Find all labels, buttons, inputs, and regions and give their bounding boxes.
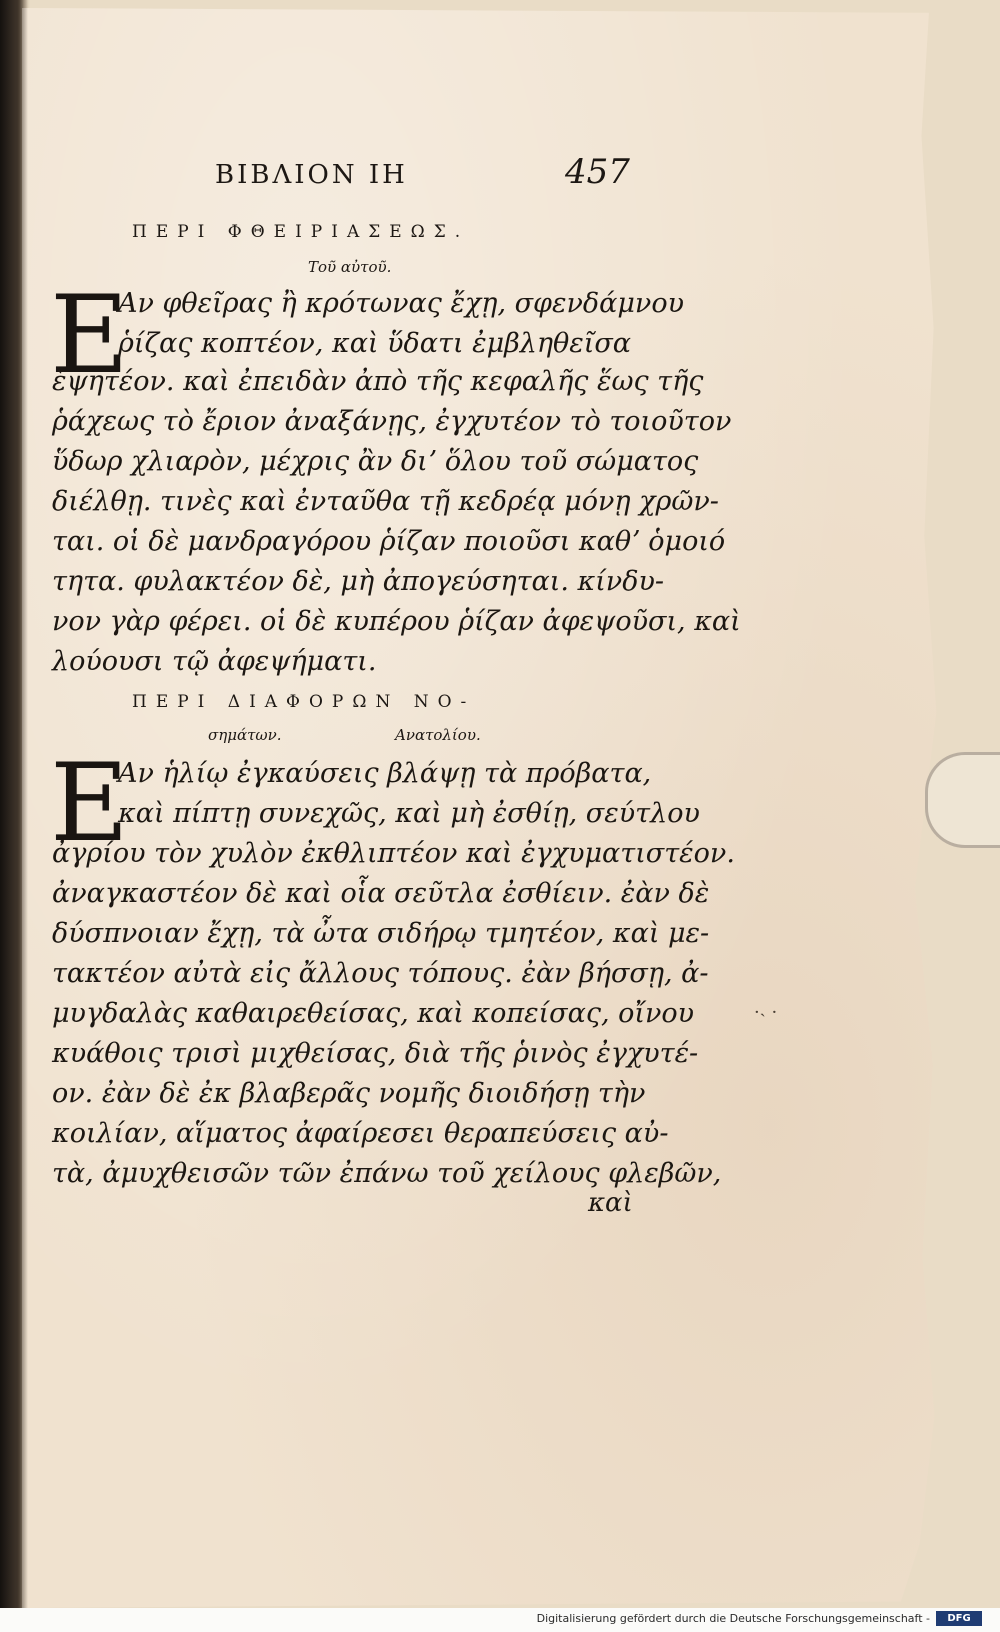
text-line: ἀναγκαστέον δὲ καὶ οἷα σεῦτλα ἐσθίειν. ἐὰν δὲ — [52, 878, 710, 909]
section-heading-1: ΠΕΡΙ ΦΘΕΙΡΙΑΣΕΩΣ. — [132, 222, 470, 242]
drop-capital-2: Ε — [50, 741, 129, 866]
section-heading-2-cont: σημάτων. — [208, 726, 282, 744]
text-line: Αν φθεῖρας ἢ κρότωνας ἔχῃ, σφενδάμνου — [118, 288, 684, 319]
dfg-logo: DFG — [936, 1611, 982, 1626]
binding-shadow — [0, 0, 28, 1608]
page-clip-mark — [925, 752, 1000, 848]
text-line: δύσπνοιαν ἔχῃ, τὰ ὦτα σιδήρῳ τμητέον, καὶ με- — [52, 918, 710, 949]
digitization-credit: Digitalisierung gefördert durch die Deutsche Forschungsgemeinschaft - — [536, 1612, 930, 1625]
running-head: ΒΙΒΛΙΟΝ ΙΗ — [215, 160, 408, 190]
text-line: νον γὰρ φέρει. οἱ δὲ κυπέρου ῥίζαν ἀφεψοῦσι, καὶ — [52, 606, 741, 637]
text-line: Αν ἡλίῳ ἐγκαύσεις βλάψῃ τὰ πρόβατα, — [118, 758, 652, 789]
text-line: ῥάχεως τὸ ἔριον ἀναξάνῃς, ἐγχυτέον τὸ τοιοῦτον — [52, 406, 732, 437]
section-attribution-1: Τοῦ αὐτοῦ. — [308, 258, 392, 276]
text-line: ον. ἐὰν δὲ ἐκ βλαβερᾶς νομῆς διοιδήσῃ τὴν — [52, 1078, 646, 1109]
text-line: τητα. φυλακτέον δὲ, μὴ ἀπογεύσηται. κίνδυ- — [52, 566, 665, 597]
text-line: ἀγρίου τὸν χυλὸν ἐκθλιπτέον καὶ ἐγχυματιστέον. — [52, 838, 735, 869]
text-line: τακτέον αὐτὰ εἰς ἄλλους τόπους. ἐὰν βήσσῃ, ἀ- — [52, 958, 709, 989]
text-line: ῥίζας κοπτέον, καὶ ὕδατι ἐμβληθεῖσα — [118, 328, 632, 359]
catchword: καὶ — [588, 1188, 633, 1218]
section-heading-2: ΠΕΡΙ ΔΙΑΦΟΡΩΝ ΝΟ- — [132, 692, 476, 712]
text-line: διέλθῃ. τινὲς καὶ ἐνταῦθα τῇ κεδρέᾳ μόνῃ χρῶν- — [52, 486, 719, 517]
text-line: τὰ, ἀμυχθεισῶν τῶν ἐπάνω τοῦ χείλους φλεβῶν, — [52, 1158, 722, 1189]
drop-capital-1: Ε — [50, 273, 129, 398]
text-line: ται. οἱ δὲ μανδραγόρου ῥίζαν ποιοῦσι καθʼ ὁμοιό — [52, 526, 726, 557]
text-line: κοιλίαν, αἵματος ἀφαίρεσει θεραπεύσεις αὐ- — [52, 1118, 669, 1149]
text-line: ὕδωρ χλιαρὸν, μέχρις ἂν διʼ ὅλου τοῦ σώματος — [52, 446, 699, 477]
section-attribution-2: Ανατολίου. — [395, 726, 481, 744]
text-line: κυάθοις τρισὶ μιχθείσας, διὰ τῆς ῥινὸς ἐγχυτέ- — [52, 1038, 699, 1069]
text-line: ἑψητέον. καὶ ἐπειδὰν ἀπὸ τῆς κεφαλῆς ἕως τῆς — [52, 366, 704, 397]
text-line: λούουσι τῷ ἀφεψήματι. — [52, 646, 377, 677]
page-number: 457 — [565, 152, 630, 192]
text-line: καὶ πίπτῃ συνεχῶς, καὶ μὴ ἐσθίῃ, σεύτλου — [118, 798, 700, 829]
text-line: μυγδαλὰς καθαιρεθείσας, καὶ κοπείσας, οἴνου — [52, 998, 695, 1029]
ink-specks: ·˴ · — [754, 1002, 778, 1023]
